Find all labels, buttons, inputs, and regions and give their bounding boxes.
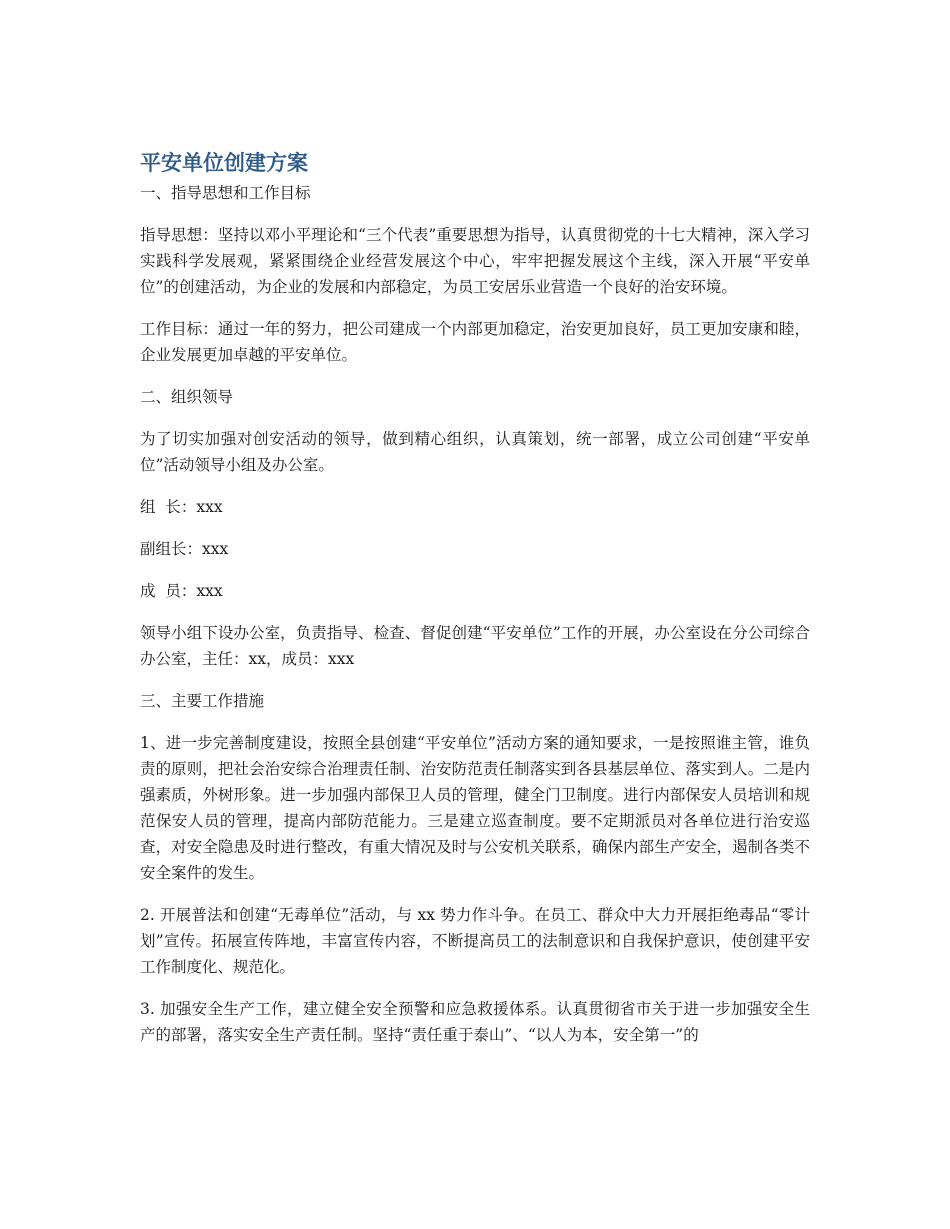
office-paragraph: 领导小组下设办公室，负责指导、检查、督促创建“平安单位”工作的开展，办公室设在分公司综合办公室，主任：xx，成员：xxx xyxy=(140,624,810,668)
measure-item-3: 3. 加强安全生产工作，建立健全安全预警和应急救援体系。认真贯彻省市关于进一步加强安全生产的部署，落实安全生产责任制。坚持“责任重于泰山”、“以人为本，安全第一”的 xyxy=(140,1000,810,1044)
work-goal-paragraph: 工作目标：通过一年的努力，把公司建成一个内部更加稳定，治安更加良好，员工更加安康和睦，企业发展更加卓越的平安单位。 xyxy=(140,320,810,364)
deputy-leader-line: 副组长：xxx xyxy=(140,540,229,558)
guiding-thought-paragraph: 指导思想：坚持以邓小平理论和“三个代表”重要思想为指导，认真贯彻党的十七大精神，深入学习实践科学发展观，紧紧围绕企业经营发展这个中心，牢牢把握发展这个主线，深入开展“平安单位”的创建活动，为企业的发展和内部稳定，为员工安居乐业营造一个良好的治安环境。 xyxy=(140,226,810,296)
group-leader-line: 组 长：xxx xyxy=(140,498,223,516)
document-title: 平安单位创建方案 xyxy=(140,151,308,175)
document-page xyxy=(140,146,810,1064)
members-line: 成 员：xxx xyxy=(140,582,223,600)
section-3-heading: 三、主要工作措施 xyxy=(140,692,265,710)
measure-item-2: 2. 开展普法和创建“无毒单位”活动，与 xx 势力作斗争。在员工、群众中大力开展拒绝毒品“零计划”宣传。拓展宣传阵地，丰富宣传内容，不断提高员工的法制意识和自我保护意识，使创建平安工作制度化、规范化。 xyxy=(140,906,810,976)
section-1-heading: 一、指导思想和工作目标 xyxy=(140,184,311,202)
measure-item-1: 1、进一步完善制度建设，按照全县创建“平安单位”活动方案的通知要求，一是按照谁主管，谁负责的原则，把社会治安综合治理责任制、治安防范责任制落实到各县基层单位、落实到人。二是内强素质，外树形象。进一步加强内部保卫人员的管理，健全门卫制度。进行内部保安人员培训和规范保安人员的管理，提高内部防范能力。三是建立巡查制度。要不定期派员对各单位进行治安巡查，对安全隐患及时进行整改，有重大情况及时与公安机关联系，确保内部生产安全，遏制各类不安全案件的发生。 xyxy=(140,734,810,882)
section-2-heading: 二、组织领导 xyxy=(140,388,234,406)
organization-intro-paragraph: 为了切实加强对创安活动的领导，做到精心组织，认真策划，统一部署，成立公司创建“平安单位”活动领导小组及办公室。 xyxy=(140,430,810,474)
